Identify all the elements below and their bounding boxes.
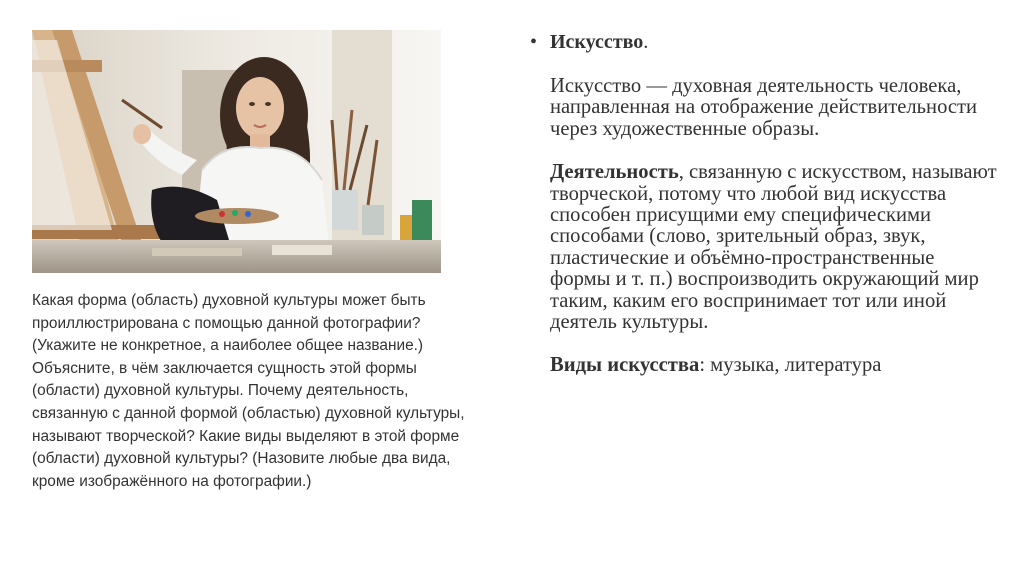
bullet-heading bbox=[530, 30, 1000, 54]
activity-term: Деятельность bbox=[550, 161, 679, 184]
activity-paragraph bbox=[550, 162, 1000, 333]
types-term: Виды искусства bbox=[550, 354, 700, 377]
activity-text: , связанную с искусством, называют творческой, потому что любой вид искусства способен присущими ему специфическими способами (слово, зрительный образ, звук, пластические и объёмно-пространственные формы и т. п.) воспроизводить окружающий мир таким, каким его воспринимает тот или иной деятель культуры. bbox=[550, 161, 997, 334]
heading-term: Искусство bbox=[550, 31, 644, 53]
types-text: : музыка, литература bbox=[699, 354, 882, 377]
artist-photo bbox=[32, 30, 441, 273]
definition-paragraph: Искусство — духовная деятельность человека, направленная на отображение действительности через художественные образы. bbox=[550, 75, 978, 140]
heading-suffix: . bbox=[643, 31, 649, 53]
question-text: Какая форма (область) духовной культуры может быть проиллюстрирована с помощью данной фотографии? (Укажите не конкретное, а наиболее общее название.) Объясните, в чём заключается сущность этой формы (области) духовной культуры. Почему деятельность, связанную с данной формой (областью) духовной культуры, называют творческой? Какие виды выделяют в этой форме (области) духовной культуры? (Назовите любые два вида, кроме изображённого на фотографии.) bbox=[32, 292, 465, 490]
types-paragraph bbox=[550, 355, 1000, 376]
answer-column bbox=[530, 30, 1000, 377]
bullet-icon: • bbox=[530, 31, 538, 53]
